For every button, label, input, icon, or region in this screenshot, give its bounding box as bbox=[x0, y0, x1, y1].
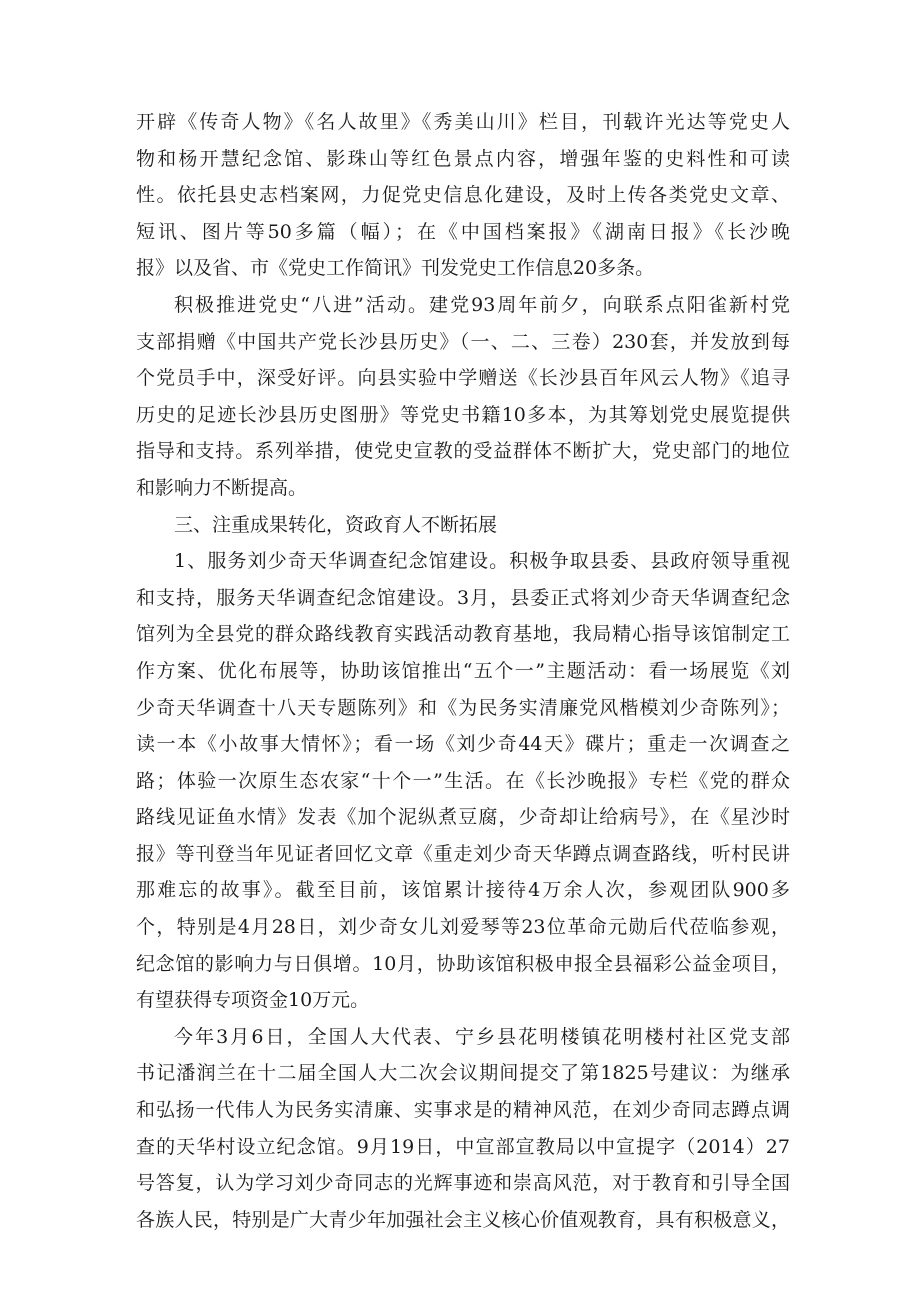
text-line: 积极推进党史“八进”活动。建党93周年前夕，向联系点阳雀新村党 bbox=[174, 293, 790, 316]
text-line: 指导和支持。系列举措，使党史宣教的受益群体不断扩大，党史部门的地位 bbox=[136, 440, 790, 463]
text-line: 历史的足迹长沙县历史图册》等党史书籍10多本，为其筹划党史展览提供 bbox=[136, 403, 790, 426]
text-line: 个，特别是4月28日，刘少奇女儿刘爱琴等23位革命元勋后代莅临参观， bbox=[136, 916, 790, 939]
text-line: 纪念馆的影响力与日俱增。10月，协助该馆积极申报全县福彩公益金项目， bbox=[136, 952, 790, 975]
text-line: 各族人民，特别是广大青少年加强社会主义核心价值观教育，具有积极意义， bbox=[136, 1208, 790, 1231]
text-line: 有望获得专项资金10万元。 bbox=[136, 989, 370, 1012]
text-line: 报》以及省、市《党史工作简讯》刊发党史工作信息20多条。 bbox=[136, 257, 655, 280]
text-line: 三、注重成果转化，资政育人不断拓展 bbox=[174, 513, 498, 536]
text-line: 路线见证鱼水情》发表《加个泥纵煮豆腐，少奇却让给病号》，在《星沙时 bbox=[136, 806, 790, 829]
text-line: 少奇天华调查十八天专题陈列》和《为民务实清廉党风楷模刘少奇陈列》； bbox=[136, 696, 790, 719]
text-line: 开辟《传奇人物》《名人故里》《秀美山川》栏目，刊载许光达等党史人 bbox=[136, 111, 790, 133]
document-body bbox=[136, 104, 790, 1238]
text-line: 号答复，认为学习刘少奇同志的光辉事迹和崇高风范，对于教育和引导全国 bbox=[136, 1172, 790, 1195]
text-line: 性。依托县史志档案网，力促党史信息化建设，及时上传各类党史文章、 bbox=[136, 184, 790, 207]
text-line: 作方案、优化布展等，协助该馆推出“五个一”主题活动：看一场展览《刘 bbox=[136, 659, 790, 682]
text-line: 和影响力不断提高。 bbox=[136, 476, 308, 499]
text-line: 支部捐赠《中国共产党长沙县历史》（一、二、三卷）230套，并发放到每 bbox=[136, 330, 790, 353]
text-line: 和支持，服务天华调查纪念馆建设。3月，县委正式将刘少奇天华调查纪念 bbox=[136, 586, 790, 609]
text-line: 路；体验一次原生态农家“十个一”生活。在《长沙晚报》专栏《党的群众 bbox=[136, 769, 790, 792]
text-line: 1、服务刘少奇天华调查纪念馆建设。积极争取县委、县政府领导重视 bbox=[174, 550, 790, 573]
text-line: 书记潘润兰在十二届全国人大二次会议期间提交了第1825号建议：为继承 bbox=[136, 1062, 790, 1085]
text-line: 今年3月6日，全国人大代表、宁乡县花明楼镇花明楼村社区党支部 bbox=[174, 1025, 790, 1048]
text-line: 短讯、图片等50多篇（幅）；在《中国档案报》《湖南日报》《长沙晚 bbox=[136, 220, 790, 243]
text-line: 物和杨开慧纪念馆、影珠山等红色景点内容，增强年鉴的史料性和可读 bbox=[136, 147, 790, 170]
text-line: 个党员手中，深受好评。向县实验中学赠送《长沙县百年风云人物》《追寻 bbox=[136, 367, 790, 390]
text-line: 报》等刊登当年见证者回忆文章《重走刘少奇天华蹲点调查路线，听村民讲 bbox=[136, 842, 790, 865]
text-line: 查的天华村设立纪念馆。9月19日，中宣部宣教局以中宣提字（2014）27 bbox=[136, 1135, 790, 1158]
text-line: 馆列为全县党的群众路线教育实践活动教育基地，我局精心指导该馆制定工 bbox=[136, 623, 790, 646]
text-line: 和弘扬一代伟人为民务实清廉、实事求是的精神风范，在刘少奇同志蹲点调 bbox=[136, 1099, 790, 1122]
text-line: 那难忘的故事》。截至目前，该馆累计接待4万余人次，参观团队900多 bbox=[136, 879, 790, 902]
text-line: 读一本《小故事大情怀》；看一场《刘少奇44天》碟片；重走一次调查之 bbox=[136, 733, 790, 756]
